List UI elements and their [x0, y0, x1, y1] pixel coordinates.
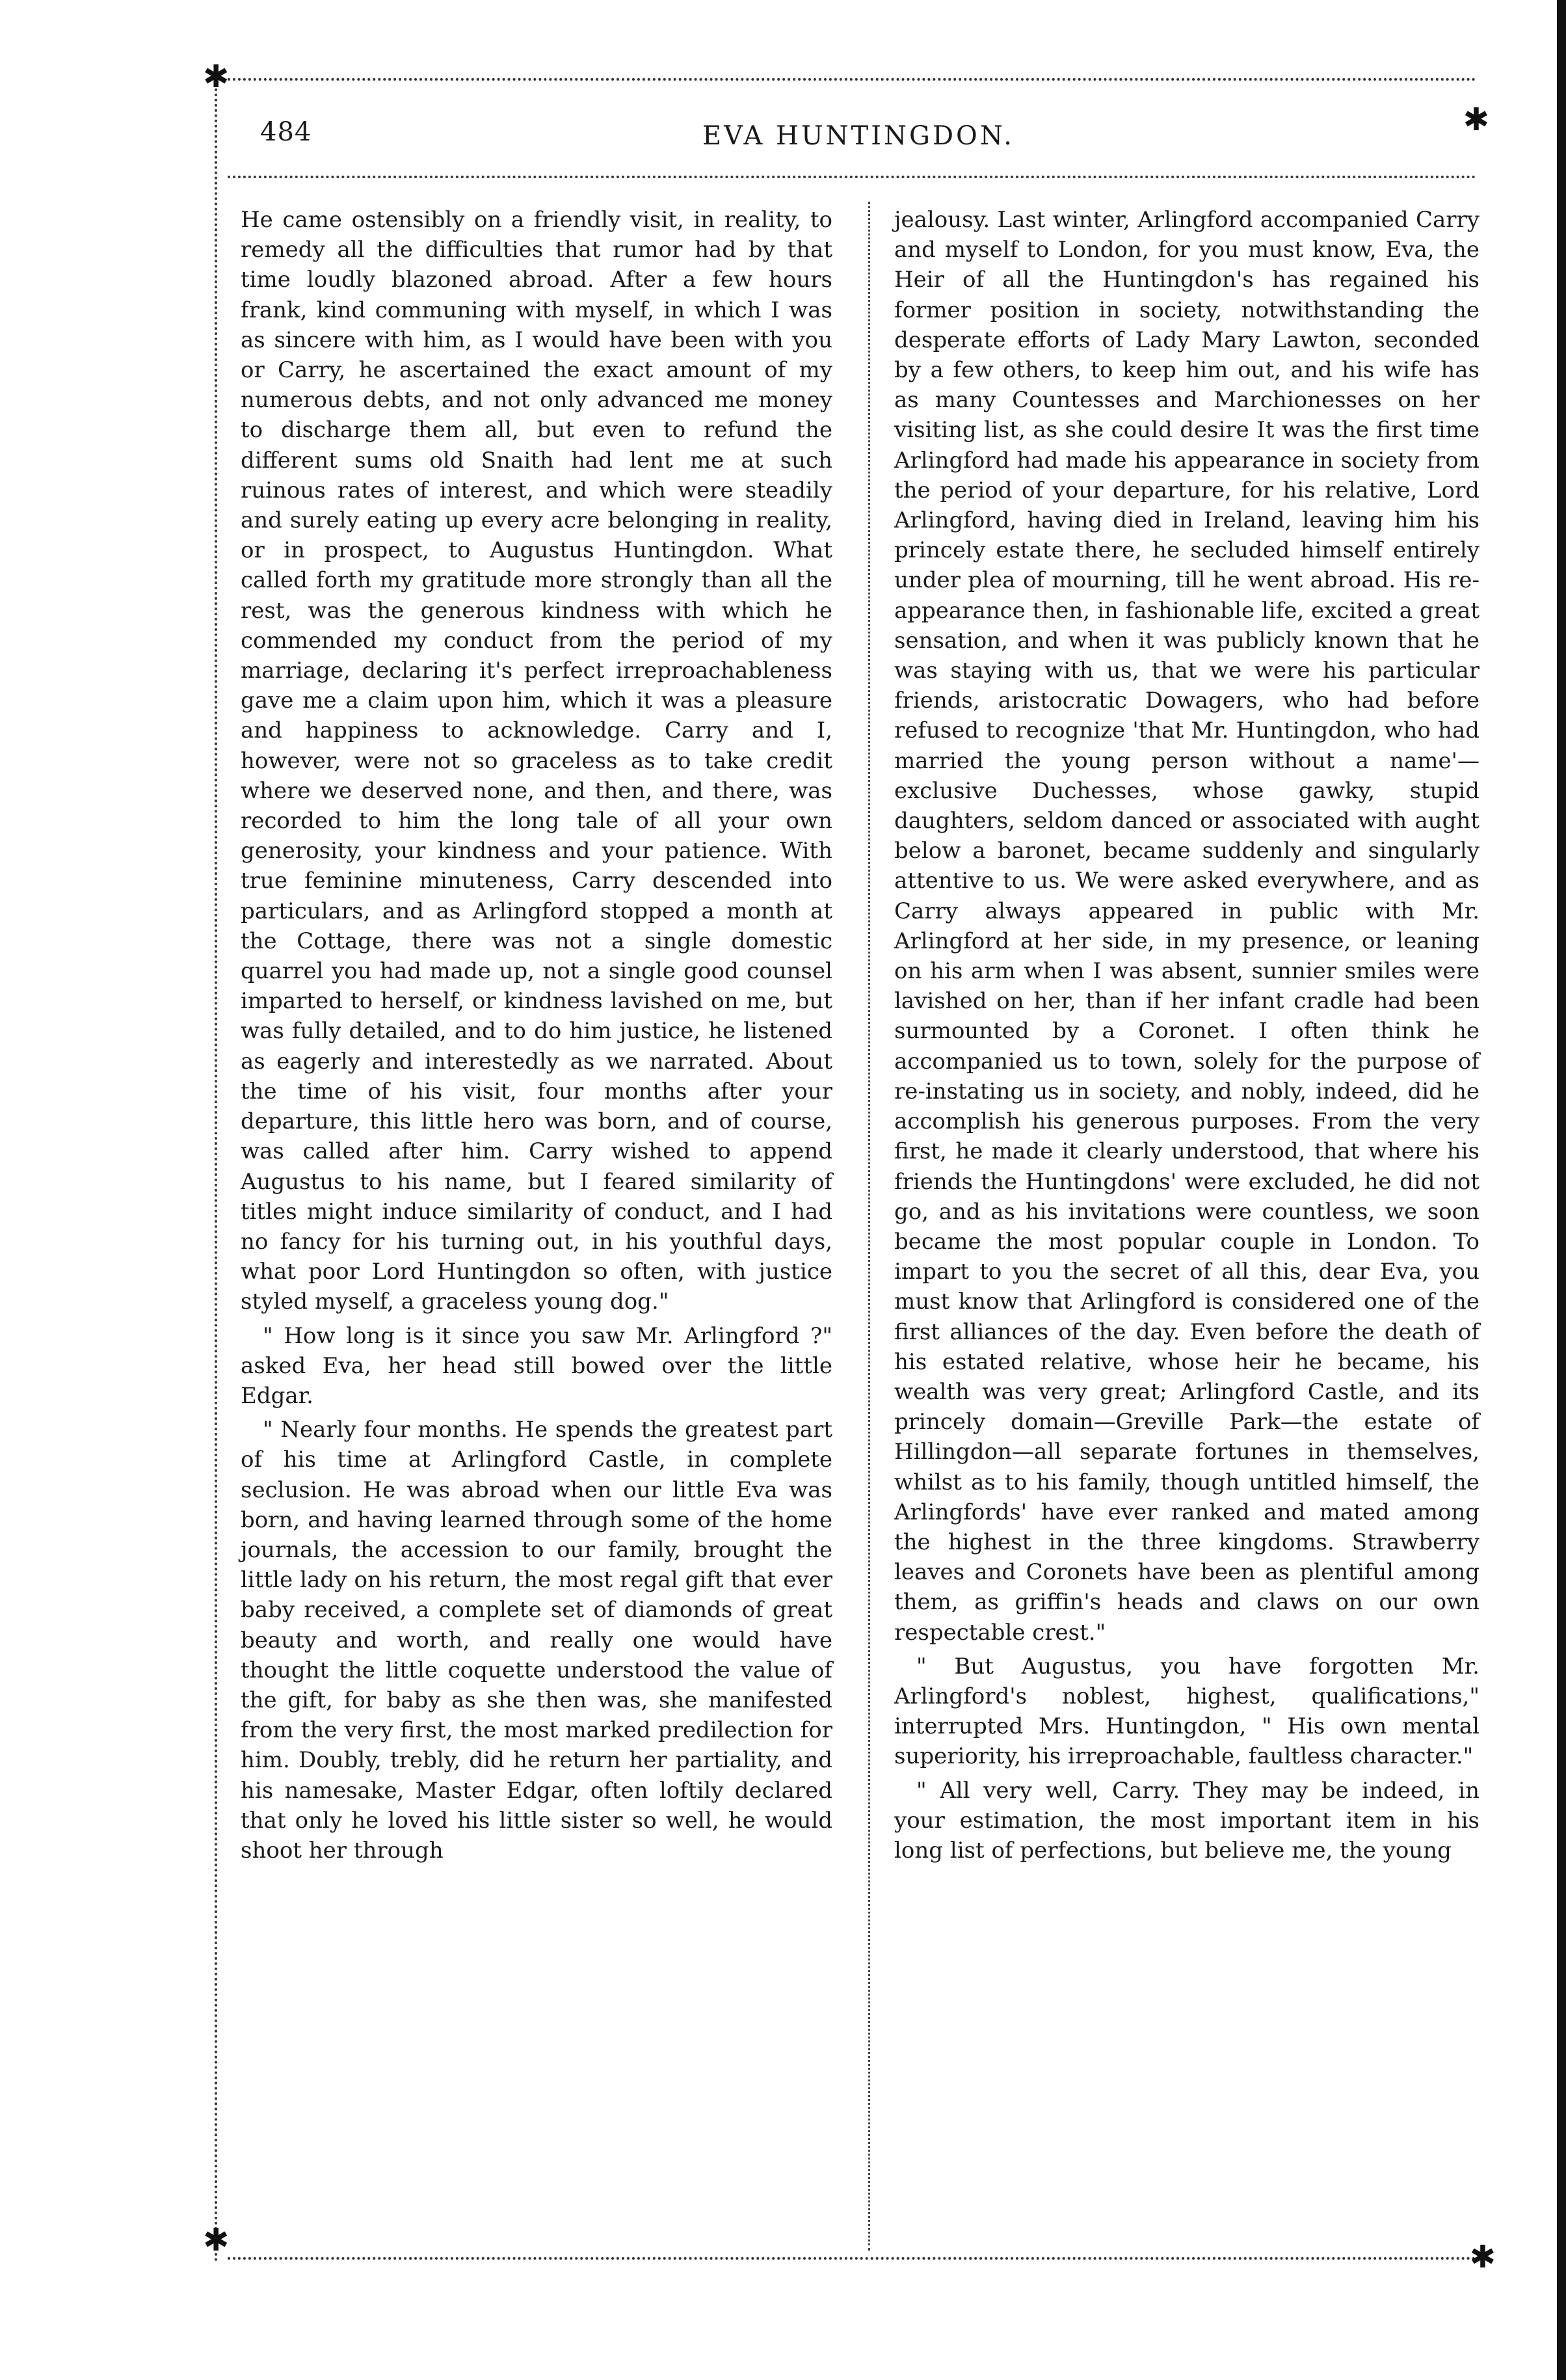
paragraph: " All very well, Carry. They may be indeed, in your estimation, the most important item in his long list of perfections, but believe me, the young: [894, 1777, 1480, 1864]
scan-edge: [1557, 0, 1566, 2380]
paragraph: jealousy. Last winter, Arlingford accompanied Carry and myself to London, for you must know, Eva, the Heir of all the Huntingdon's has regained his former position in society, notwithstanding the desperate efforts of Lady Mary Lawton, seconded by a few others, to keep him out, and his wife has as many Countesses and Marchionesses on her visiting list, as she could desire It was the first time Arlingford had made his appearance in society from the period of your departure, for his relative, Lord Arlingford, having died in Ireland, leaving him his princely estate there, he secluded himself entirely under plea of mourning, till he went abroad. His re-appearance then, in fashionable life, excited a great sensation, and when it was publicly known that he was staying with us, that we were his particular friends, aristocratic Dowagers, who had before refused to recognize 'that Mr. Huntingdon, who had married the young person without a name'—exclusive Duchesses, whose gawky, stupid daughters, seldom danced or associated with aught below a baronet, became suddenly and singularly attentive to us. We were asked everywhere, and as Carry always appeared in public with Mr. Arlingford at her side, in my presence, or leaning on his arm when I was absent, sunnier smiles were lavished on her, than if her infant cradle had been surmounted by a Coronet. I often think he accompanied us to town, solely for the purpose of re-instating us in society, and nobly, indeed, did he accomplish his generous purposes. From the very first, he made it clearly understood, that where his friends the Huntingdons' were excluded, he did not go, and as his invitations were countless, we soon became the most popular couple in London. To impart to you the secret of all this, dear Eva, you must know that Arlingford is considered one of the first alliances of the day. Even before the death of his estated relative, whose heir he became, his wealth was very great; Arlingford Castle, and its princely domain—Greville Park—the estate of Hillingdon—all separate fortunes in themselves, whilst as to his family, though untitled himself, the Arlingfords' have ever ranked and mated among the highest in the three kingdoms. Strawberry leaves and Coronets have been as plentiful among them, as griffin's heads and claws on our own respectable crest.": [894, 207, 1480, 1646]
paragraph: " How long is it since you saw Mr. Arlingford ?" asked Eva, her head still bowed over the little Edgar.: [241, 1322, 832, 1409]
corner-ornament-icon: ✱: [203, 2222, 230, 2258]
left-ornamental-border: [215, 78, 217, 2264]
paragraph: " Nearly four months. He spends the greatest part of his time at Arlingford Castle, in complete seclusion. He was abroad when our little Eva was born, and having learned through some of the home journals, the accession to our family, brought the little lady on his return, the most regal gift that ever baby received, a complete set of diamonds of great beauty and worth, and really one would have thought the little coquette understood the value of the gift, for baby as she then was, she manifested from the very first, the most marked predilection for him. Doubly, trebly, did he return her partiality, and his namesake, Master Edgar, often loftily declared that only he loved his little sister so well, he would shoot her through: [241, 1417, 832, 1864]
left-text-column: [241, 205, 832, 1865]
paragraph: " But Augustus, you have forgotten Mr. Arlingford's noblest, highest, qualifications," interrupted Mrs. Huntingdon, " His own mental superiority, his irreproachable, faultless character.": [894, 1653, 1480, 1770]
right-text-column: [894, 205, 1480, 1865]
column-divider: [868, 202, 870, 2251]
corner-ornament-icon: ✱: [1463, 101, 1489, 138]
corner-ornament-icon: ✱: [1469, 2239, 1496, 2275]
page-header: [215, 117, 1502, 169]
running-title: EVA HUNTINGDON.: [702, 121, 1015, 151]
top-ornamental-border: [228, 78, 1476, 81]
paragraph: He came ostensibly on a friendly visit, in reality, to remedy all the difficulties that rumor had by that time loudly blazoned abroad. After a few hours frank, kind communing with myself, in which I was as sincere with him, as I would have been with you or Carry, he ascertained the exact amount of my numerous debts, and not only advanced me money to discharge them all, but even to refund the different sums old Snaith had lent me at such ruinous rates of interest, and which were steadily and surely eating up every acre belonging in reality, or in prospect, to Augustus Huntingdon. What called forth my gratitude more strongly than all the rest, was the generous kindness with which he commended my conduct from the period of my marriage, declaring it's perfect irreproachableness gave me a claim upon him, which it was a pleasure and happiness to acknowledge. Carry and I, however, were not so graceless as to take credit where we deserved none, and then, and there, was recorded to him the long tale of all your own generosity, your kindness and your patience. With true feminine minuteness, Carry descended into particulars, and as Arlingford stopped a month at the Cottage, there was not a single domestic quarrel you had made up, not a single good counsel imparted to herself, or kindness lavished on me, but was fully detailed, and to do him justice, he listened as eagerly and interestedly as we narrated. About the time of his visit, four months after your departure, this little hero was born, and of course, was called after him. Carry wished to append Augustus to his name, but I feared similarity of titles might induce similarity of conduct, and I had no fancy for his turning out, in his youthful days, what poor Lord Huntingdon so often, with justice styled myself, a graceless young dog.": [241, 207, 832, 1315]
corner-ornament-icon: ✱: [203, 59, 230, 95]
book-page: [203, 59, 1502, 2277]
bottom-ornamental-border: [228, 2257, 1476, 2260]
page-number: 484: [260, 117, 312, 147]
header-ornamental-rule: [228, 176, 1476, 178]
